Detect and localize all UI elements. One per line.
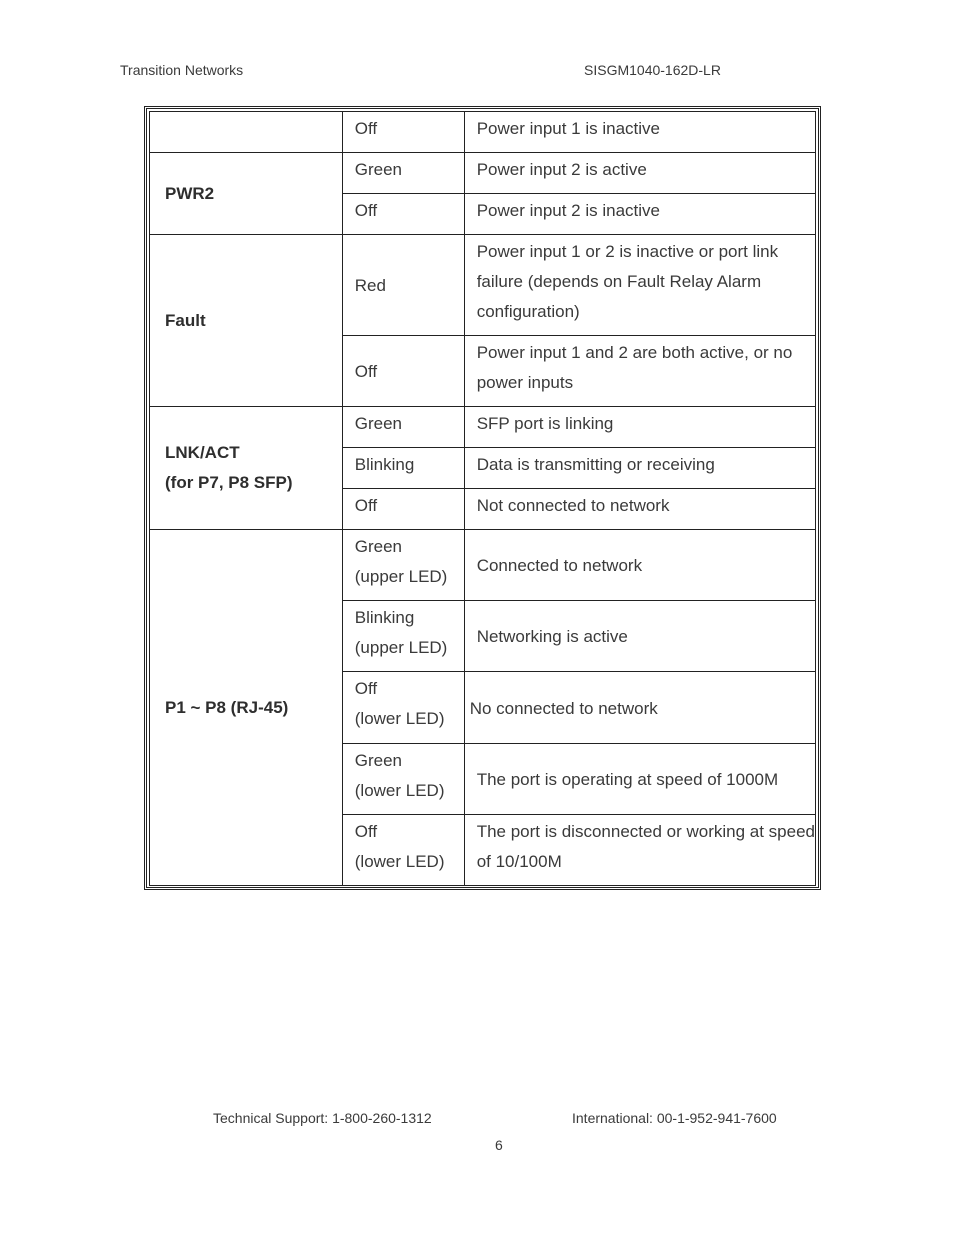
status-line: (lower LED) — [354, 709, 445, 728]
description-cell: No connected to network — [464, 672, 815, 744]
table-row — [150, 407, 816, 448]
group-label-line: (for P7, P8 SFP) — [165, 473, 293, 492]
description-cell: SFP port is linking — [464, 407, 815, 448]
group-cell-empty — [150, 112, 343, 153]
group-label-lnk-act — [150, 407, 343, 530]
page-number: 6 — [495, 1137, 503, 1153]
description-line: configuration) — [476, 302, 580, 321]
status-cell — [342, 815, 464, 886]
description-cell: Networking is active — [464, 601, 815, 672]
status-line: Green — [354, 537, 402, 556]
group-label-line: LNK/ACT — [165, 443, 240, 462]
group-label-p1-p8: P1 ~ P8 (RJ-45) — [150, 530, 343, 886]
description-cell: Not connected to network — [464, 489, 815, 530]
description-cell — [464, 815, 815, 886]
description-line: power inputs — [476, 373, 574, 392]
description-cell — [464, 336, 815, 407]
table-row — [150, 530, 816, 601]
description-cell: Power input 1 is inactive — [464, 112, 815, 153]
status-line: Blinking — [354, 608, 415, 627]
table-row — [150, 235, 816, 336]
status-line: Green — [354, 751, 402, 770]
description-cell: Connected to network — [464, 530, 815, 601]
status-line: Off — [354, 822, 378, 841]
description-cell: Power input 2 is inactive — [464, 194, 815, 235]
description-line: Power input 1 or 2 is inactive or port link — [476, 242, 779, 261]
status-line: Off — [354, 679, 378, 698]
description-line: Power input 1 and 2 are both active, or no — [476, 343, 793, 362]
group-label-pwr2: PWR2 — [150, 153, 343, 235]
description-cell: Data is transmitting or receiving — [464, 448, 815, 489]
status-cell — [342, 530, 464, 601]
status-cell: Off — [342, 336, 464, 407]
led-status-table — [144, 106, 821, 890]
table-row — [150, 153, 816, 194]
footer-support: Technical Support: 1-800-260-1312 — [213, 1110, 432, 1126]
header-model: SISGM1040-162D-LR — [584, 62, 721, 78]
description-cell — [464, 235, 815, 336]
status-cell: Green — [342, 153, 464, 194]
status-cell: Off — [342, 112, 464, 153]
status-cell — [342, 672, 464, 744]
description-line: of 10/100M — [476, 852, 562, 871]
status-line: (upper LED) — [354, 567, 448, 586]
status-line: (lower LED) — [354, 781, 445, 800]
status-cell — [342, 601, 464, 672]
status-cell: Blinking — [342, 448, 464, 489]
description-cell: The port is operating at speed of 1000M — [464, 744, 815, 815]
status-cell: Off — [342, 489, 464, 530]
description-line: failure (depends on Fault Relay Alarm — [476, 272, 762, 291]
status-line: (lower LED) — [354, 852, 445, 871]
status-cell: Green — [342, 407, 464, 448]
description-line: The port is disconnected or working at speed — [476, 822, 815, 841]
status-line: (upper LED) — [354, 638, 448, 657]
group-label-fault: Fault — [150, 235, 343, 407]
table-row — [150, 112, 816, 153]
status-cell — [342, 744, 464, 815]
header-company: Transition Networks — [120, 62, 244, 78]
status-cell: Off — [342, 194, 464, 235]
footer-international: International: 00-1-952-941-7600 — [572, 1110, 777, 1126]
description-cell: Power input 2 is active — [464, 153, 815, 194]
status-cell: Red — [342, 235, 464, 336]
